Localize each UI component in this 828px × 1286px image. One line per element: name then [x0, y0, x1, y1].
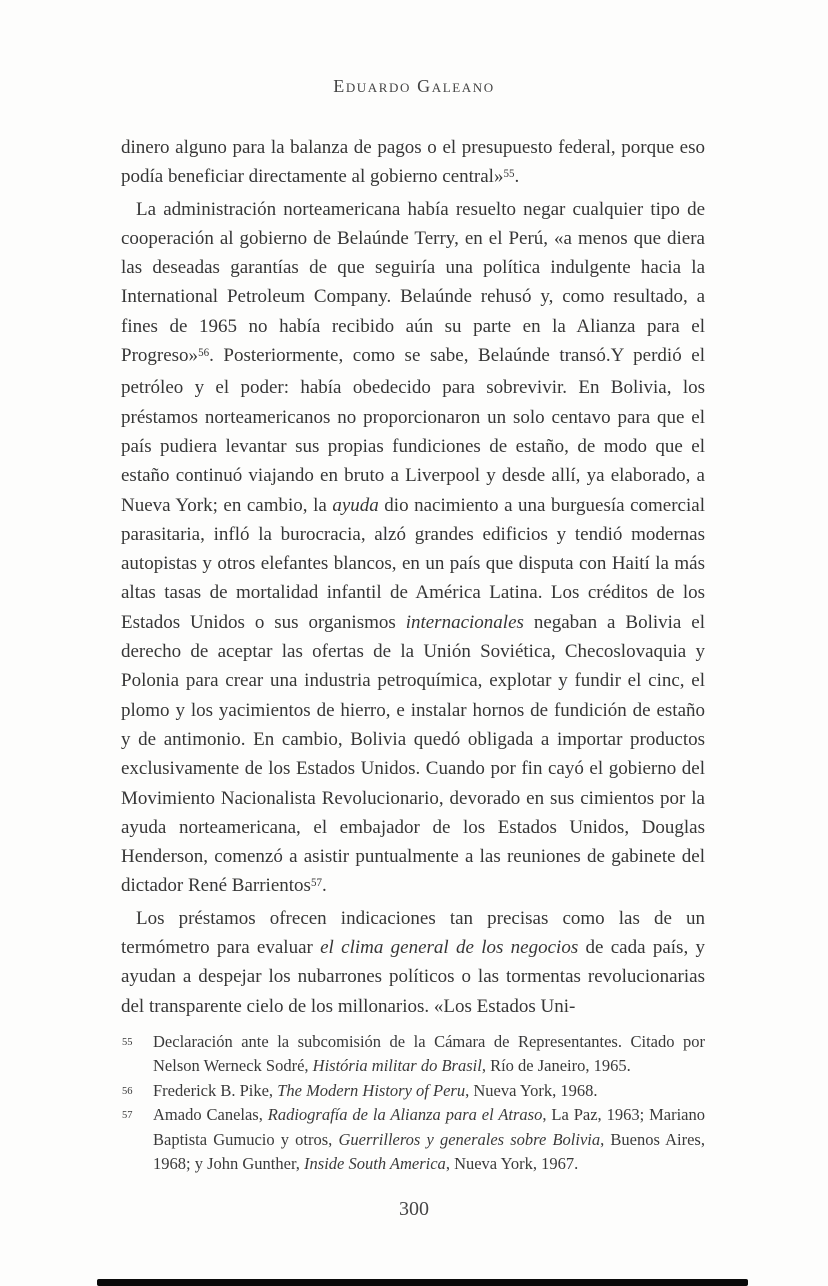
- text-run: , Río de Janeiro, 1965.: [481, 1056, 631, 1076]
- footnote-number: 56: [122, 1085, 133, 1097]
- body-paragraph: [121, 195, 705, 904]
- italic-text-run: ayuda: [332, 494, 379, 516]
- text-run: Declaración ante la subcomisión de la Cámara de Representantes. Citado por Nelson Werneck Sodré,: [153, 1032, 705, 1076]
- italic-text-run: Guerrilleros y generales sobre Bolivia: [338, 1129, 601, 1149]
- body-paragraph: [121, 904, 705, 1021]
- footnotes: [121, 1030, 705, 1176]
- scan-edge-artifact: [97, 1279, 748, 1286]
- footnote: [121, 1079, 705, 1103]
- footnote-number: 55: [122, 1037, 133, 1048]
- text-run: . Posteriormente, como se sabe, Belaúnde transó.Y perdió el petróleo y el poder: había obedecido para sobrevivir. En Bolivia, los préstamos norteamericanos no proporcionaron un solo centavo para que el país pudiera levantar sus propias fundiciones de estaño, de modo que el estaño continuó viajando en bruto a Liverpool y desde allí, ya elaborado, a Nueva York; en cambio, la: [121, 345, 705, 516]
- text-run: de cada país, y ayudan a despejar los nubarrones políticos o las tormentas revolucionarias del transparente cielo de los millonarios. «Los Estados Uni-: [121, 937, 705, 1017]
- running-header: Eduardo Galeano: [333, 76, 495, 96]
- text-run: .: [514, 166, 520, 188]
- italic-text-run: el clima general de los negocios: [320, 937, 579, 959]
- footnote-text: [153, 1105, 705, 1173]
- footnote-text: [153, 1032, 705, 1075]
- text-run: , Nueva York, 1967.: [445, 1154, 579, 1174]
- italic-text-run: História militar do Brasil: [312, 1056, 482, 1076]
- text-run: , La Paz, 1963; Mariano Baptista Gumucio y otros,: [153, 1105, 705, 1149]
- italic-text-run: Radiografía de la Alianza para el Atraso: [267, 1105, 543, 1125]
- text-run: , Nueva York, 1968.: [465, 1080, 598, 1100]
- text-run: negaban a Bolivia el derecho de aceptar las ofertas de la Unión Soviética, Checoslovaquia y Polonia para crear una industria petroquímica, explotar y fundir el cinc, el plomo y los yacimientos de hierro, e instalar hornos de fundición de estaño y de antimonio. En cambio, Bolivia quedó obligada a importar productos exclusivamente de los Estados Unidos. Cuando por fin cayó el gobierno del Movimiento Nacionalista Revolucionario, devorado en sus cimientos por la ayuda norteamericana, el embajador de los Estados Unidos, Douglas Henderson, comenzó a asistir puntualmente a las reuniones de gabinete del dictador René Barrientos: [121, 611, 705, 897]
- footnote-text: [153, 1081, 598, 1100]
- footnote: [121, 1103, 705, 1176]
- text-run: La administración norteamericana había resuelto negar cualquier tipo de cooperación al gobierno de Belaúnde Terry, en el Perú, «a menos que diera las deseadas garantías de que seguiría una política indulgente hacia la International Petroleum Company. Belaúnde rehusó y, como resultado, a fines de 1965 no había recibido aún su parte en la Alianza para el Progreso»: [121, 198, 705, 367]
- footnote: [121, 1030, 705, 1079]
- text-run: .: [321, 875, 327, 897]
- text-run: Los préstamos ofrecen indicaciones tan precisas como las de un termómetro para evaluar: [121, 907, 705, 959]
- text-run: , Buenos Aires, 1968; y John Gunther,: [153, 1129, 705, 1174]
- italic-text-run: Inside South America: [304, 1154, 446, 1174]
- footnote-ref: 56: [198, 346, 210, 359]
- body-paragraph: [121, 133, 705, 195]
- footnote-ref: 57: [310, 876, 322, 889]
- italic-text-run: internacionales: [405, 611, 524, 633]
- body-text: [121, 133, 705, 1021]
- text-run: dio nacimiento a una burguesía comercial parasitaria, infló la burocracia, alzó grandes edificios y tendió modernas autopistas y otros elefantes blancos, en un país que disputa con Haití la más altas tasas de mortalidad infantil de América Latina. Los créditos de los Estados Unidos o sus organismos: [121, 494, 705, 633]
- text-run: Amado Canelas,: [153, 1105, 268, 1125]
- text-run: dinero alguno para la balanza de pagos o el presupuesto federal, porque eso podía beneficiar directamente al gobierno central»: [121, 137, 705, 188]
- footnote-number: 57: [122, 1110, 133, 1122]
- page-number: 300: [399, 1198, 429, 1220]
- footnote-ref: 55: [503, 167, 515, 180]
- italic-text-run: The Modern History of Peru: [277, 1080, 466, 1100]
- text-run: Frederick B. Pike,: [153, 1080, 278, 1100]
